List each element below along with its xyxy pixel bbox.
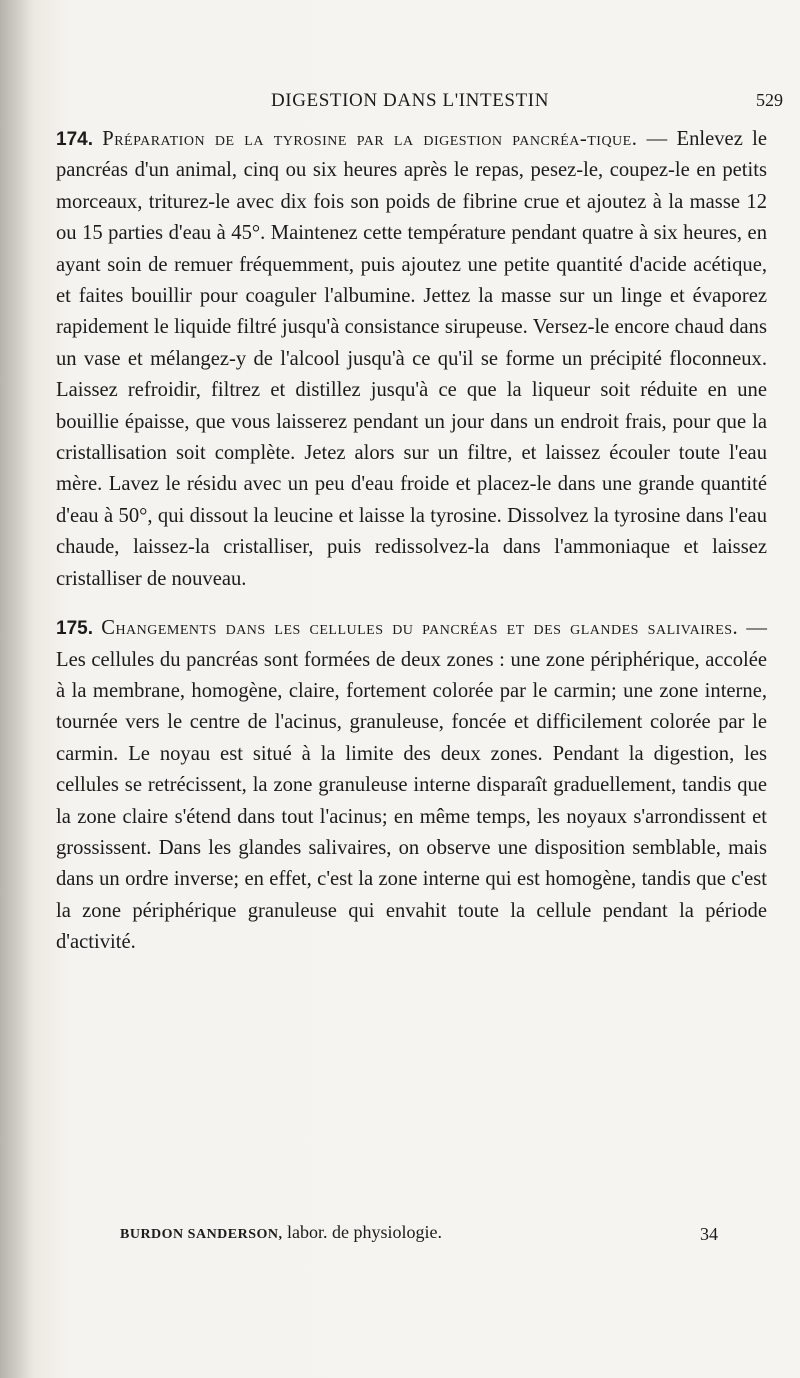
section-175 bbox=[56, 613, 767, 958]
running-head: DIGESTION DANS L'INTESTIN bbox=[270, 90, 550, 111]
page-body bbox=[56, 124, 767, 959]
footer-author: BURDON SANDERSON, bbox=[120, 1227, 283, 1242]
section-heading: Changements dans les cellules du pancréas et des glandes salivaires. bbox=[101, 617, 739, 640]
section-heading: Préparation de la tyrosine par la digestion pancréa-tique. bbox=[102, 128, 638, 150]
signature-mark: 34 bbox=[700, 1224, 718, 1244]
page-number: 529 bbox=[756, 90, 783, 110]
footer-title: labor. de physiologie. bbox=[287, 1222, 443, 1242]
section-174 bbox=[56, 124, 767, 595]
section-number: 175. bbox=[56, 618, 93, 640]
section-text: — Les cellules du pancréas sont formées de deux zones : une zone périphérique, accolée à la membrane, homogène, claire, fortement colorée par le carmin; une zone interne, tournée vers le centre de l'acinus, granuleuse, foncée et difficilement colorée par le carmin. Le noyau est situé à la limite des deux zones. Pendant la digestion, les cellules se retrécissent, la zone granuleuse interne disparaît graduellement, tandis que la zone claire s'étend dans tout l'acinus; en même temps, les noyaux s'arrondissent et grossissent. Dans les glandes salivaires, on observe une disposition semblable, mais dans un ordre inverse; en effet, c'est la zone interne qui est homogène, tandis que c'est la zone périphérique granuleuse qui envahit toute la cellule pendant la période d'activité. bbox=[56, 617, 768, 954]
page-footer bbox=[120, 1222, 760, 1243]
binding-shadow bbox=[0, 0, 34, 1378]
section-number: 174. bbox=[56, 129, 93, 150]
section-text: — Enlevez le pancréas d'un animal, cinq ou six heures après le repas, pesez-le, coupez-le en petits morceaux, triturez-le avec dix fois son poids de fibrine crue et ajoutez à la masse 12 ou 15 parties d'eau à 45°. Maintenez cette température pendant quatre à six heures, en ayant soin de remuer fréquemment, puis ajoutez une petite quantité d'acide acétique, et faites bouillir pour coaguler l'albumine. Jettez la masse sur un linge et évaporez rapidement le liquide filtré jusqu'à consistance sirupeuse. Versez-le encore chaud dans un vase et mélangez-y de l'alcool jusqu'à ce qu'il se forme un précipité floconneux. Laissez refroidir, filtrez et distillez jusqu'à ce que la liqueur soit réduite en une bouillie épaisse, que vous laisserez pendant un jour dans un endroit frais, pour que la cristallisation soit complète. Jetez alors sur un filtre, et laissez écouler toute l'eau mère. Lavez le résidu avec un peu d'eau froide et placez-le dans une grande quantité d'eau à 50°, qui dissout la leucine et laisse la tyrosine. Dissolvez la tyrosine dans l'eau chaude, laissez-la cristalliser, puis redissolvez-la dans l'ammoniaque et laissez cristalliser de nouveau. bbox=[56, 128, 767, 590]
